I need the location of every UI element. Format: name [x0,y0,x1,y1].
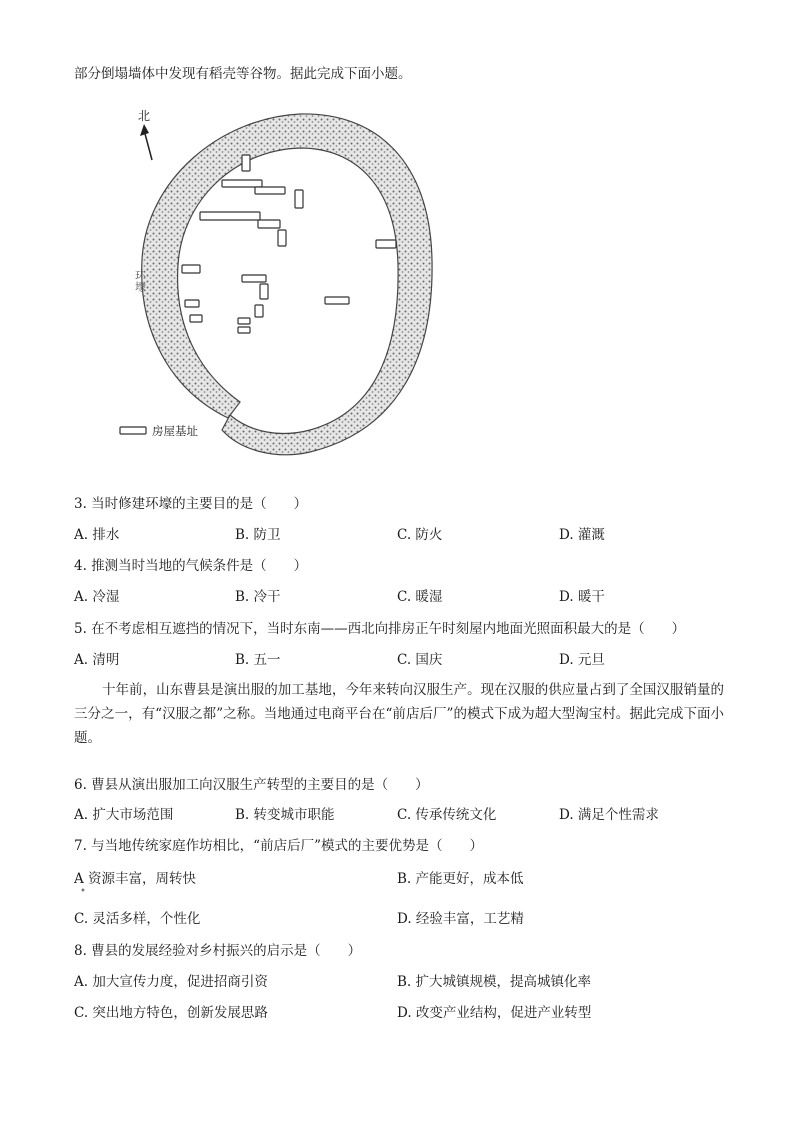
q5-option-b[interactable]: B. 五一 [235,652,281,668]
question-8: 8. 曹县的发展经验对乡村振兴的启示是（ ） [74,943,362,959]
q8-option-c[interactable]: C. 突出地方特色，创新发展思路 [74,1005,268,1021]
q7-option-a[interactable]: A 资源丰富，周转快 [74,871,197,887]
q8-option-a[interactable]: A. 加大宣传力度，促进招商引资 [74,974,268,990]
q5-option-d[interactable]: D. 元旦 [559,652,605,668]
q3-option-b[interactable]: B. 防卫 [235,527,281,543]
question-6: 6. 曹县从演出服加工向汉服生产转型的主要目的是（ ） [74,777,429,793]
q4-option-b[interactable]: B. 冷干 [235,589,281,605]
q6-option-b[interactable]: B. 转变城市职能 [235,807,335,823]
intro-text: 部分倒塌墙体中发现有稻壳等谷物。据此完成下面小题。 [74,66,412,82]
moat-label: 环壕 [133,270,147,292]
q3-option-a[interactable]: A. 排水 [74,527,120,543]
q5-option-c[interactable]: C. 国庆 [397,652,443,668]
question-4: 4. 推测当时当地的气候条件是（ ） [74,558,308,574]
settlement-map [110,100,450,470]
q8-option-b[interactable]: B. 扩大城镇规模，提高城镇化率 [397,974,592,990]
q5-option-a[interactable]: A. 清明 [74,652,120,668]
north-arrow-icon [140,124,152,160]
q4-option-c[interactable]: C. 暖湿 [397,589,443,605]
stray-mark: • [80,886,86,897]
q4-option-d[interactable]: D. 暖干 [559,589,605,605]
q7-option-d[interactable]: D. 经验丰富，工艺精 [397,911,524,927]
legend-swatch [120,427,146,434]
north-label: 北 [138,109,151,123]
ring-moat [142,114,432,455]
q6-option-c[interactable]: C. 传承传统文化 [397,807,497,823]
q4-option-a[interactable]: A. 冷湿 [74,589,120,605]
legend-label: 房屋基址 [152,424,198,438]
q7-option-b[interactable]: B. 产能更好，成本低 [397,871,524,887]
question-5: 5. 在不考虑相互遮挡的情况下，当时东南——西北向排房正午时刻屋内地面光照面积最大的是（ ） [74,621,686,637]
reading-passage [74,678,724,750]
q3-option-d[interactable]: D. 灌溉 [559,527,605,543]
q7-option-c[interactable]: C. 灵活多样，个性化 [74,911,201,927]
question-7: 7. 与当地传统家庭作坊相比，“前店后厂”模式的主要优势是（ ） [74,838,483,854]
q6-option-a[interactable]: A. 扩大市场范围 [74,807,174,823]
q3-option-c[interactable]: C. 防火 [397,527,443,543]
question-3: 3. 当时修建环壕的主要目的是（ ） [74,496,308,512]
q8-option-d[interactable]: D. 改变产业结构，促进产业转型 [397,1005,592,1021]
q6-option-d[interactable]: D. 满足个性需求 [559,807,659,823]
passage-text: 十年前，山东曹县是演出服的加工基地，今年来转向汉服生产。现在汉服的供应量占到了全国汉服销量的三分之一，有“汉服之都”之称。当地通过电商平台在“前店后厂”的模式下成为超大型淘宝村。据此完成下面小题。 [74,682,724,746]
